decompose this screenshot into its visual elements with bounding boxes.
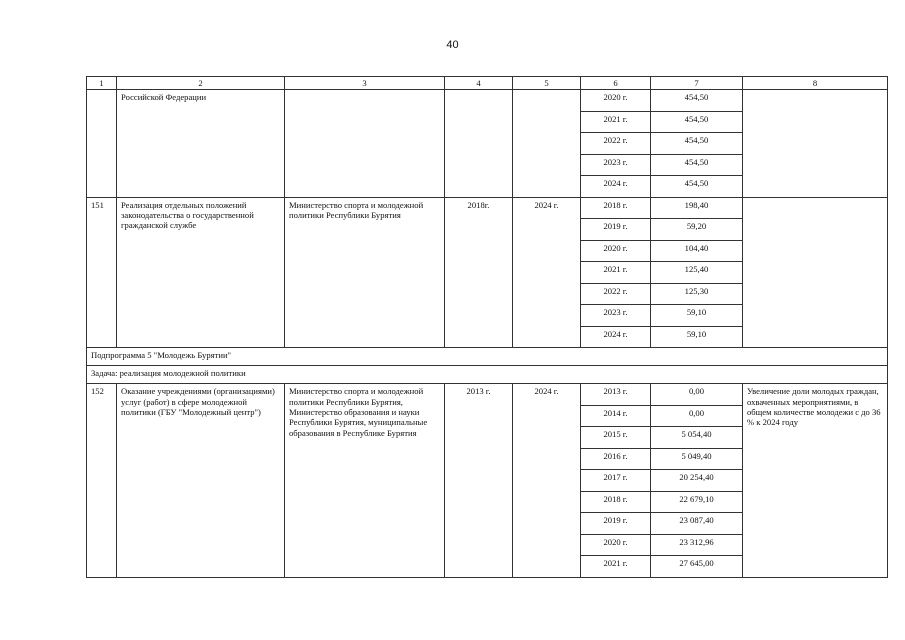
value-cell: 0,00 (651, 384, 743, 406)
year-cell: 2019 г. (581, 219, 651, 241)
end-cell: 2024 г. (513, 197, 581, 348)
measure-name-cell: Российской Федерации (117, 90, 285, 198)
year-cell: 2013 г. (581, 384, 651, 406)
table-row (87, 197, 888, 219)
start-cell: 2018г. (445, 197, 513, 348)
year-cell: 2017 г. (581, 470, 651, 492)
header-cell: 4 (445, 77, 513, 90)
executor-cell: Министерство спорта и молодежной политики Республики Бурятия (285, 197, 445, 348)
year-cell: 2018 г. (581, 197, 651, 219)
value-cell: 0,00 (651, 405, 743, 427)
year-cell: 2022 г. (581, 283, 651, 305)
year-cell: 2019 г. (581, 513, 651, 535)
start-cell: 2013 г. (445, 384, 513, 578)
task-row (87, 366, 888, 384)
value-cell: 5 054,40 (651, 427, 743, 449)
header-row (87, 77, 888, 90)
value-cell: 125,30 (651, 283, 743, 305)
year-cell: 2020 г. (581, 90, 651, 112)
value-cell: 104,40 (651, 240, 743, 262)
end-cell: 2024 г. (513, 384, 581, 578)
header-cell: 7 (651, 77, 743, 90)
start-cell (445, 90, 513, 198)
year-cell: 2014 г. (581, 405, 651, 427)
subprogram-title: Подпрограмма 5 "Молодежь Бурятии" (87, 348, 888, 366)
year-cell: 2020 г. (581, 534, 651, 556)
measure-name-cell: Оказание учреждениями (организациями) услуг (работ) в сфере молодежной политики (ГБУ "Молодежный центр") (117, 384, 285, 578)
value-cell: 454,50 (651, 90, 743, 112)
year-cell: 2023 г. (581, 154, 651, 176)
indicator-cell (743, 90, 888, 198)
header-cell: 1 (87, 77, 117, 90)
year-cell: 2016 г. (581, 448, 651, 470)
value-cell: 20 254,40 (651, 470, 743, 492)
value-cell: 454,50 (651, 111, 743, 133)
value-cell: 454,50 (651, 176, 743, 198)
year-cell: 2024 г. (581, 176, 651, 198)
year-cell: 2021 г. (581, 111, 651, 133)
year-cell: 2021 г. (581, 262, 651, 284)
table-row (87, 90, 888, 112)
program-table (86, 76, 888, 578)
row-number-cell: 152 (87, 384, 117, 578)
page-number: 40 (446, 39, 459, 51)
end-cell (513, 90, 581, 198)
year-cell: 2023 г. (581, 305, 651, 327)
row-number-cell: 151 (87, 197, 117, 348)
header-cell: 3 (285, 77, 445, 90)
measure-name-cell: Реализация отдельных положений законодательства о государственной гражданской службе (117, 197, 285, 348)
year-cell: 2021 г. (581, 556, 651, 578)
header-cell: 6 (581, 77, 651, 90)
value-cell: 454,50 (651, 133, 743, 155)
header-cell: 2 (117, 77, 285, 90)
executor-cell (285, 90, 445, 198)
year-cell: 2022 г. (581, 133, 651, 155)
year-cell: 2018 г. (581, 491, 651, 513)
year-cell: 2024 г. (581, 326, 651, 348)
value-cell: 22 679,10 (651, 491, 743, 513)
indicator-cell: Увеличение доли молодых граждан, охваченных мероприятиями, в общем количестве молодежи с до 36 % к 2024 году (743, 384, 888, 578)
value-cell: 59,10 (651, 305, 743, 327)
value-cell: 198,40 (651, 197, 743, 219)
header-cell: 5 (513, 77, 581, 90)
value-cell: 23 312,96 (651, 534, 743, 556)
row-number-cell (87, 90, 117, 198)
executor-cell: Министерство спорта и молодежной политики Республики Бурятия, Министерство образования и науки Республики Бурятия, муниципальные образования в Республике Бурятия (285, 384, 445, 578)
indicator-cell (743, 197, 888, 348)
value-cell: 59,10 (651, 326, 743, 348)
year-cell: 2020 г. (581, 240, 651, 262)
value-cell: 125,40 (651, 262, 743, 284)
task-title: Задача: реализация молодежной политики (87, 366, 888, 384)
value-cell: 27 645,00 (651, 556, 743, 578)
value-cell: 5 049,40 (651, 448, 743, 470)
header-cell: 8 (743, 77, 888, 90)
table-body (87, 77, 888, 578)
subprogram-row (87, 348, 888, 366)
value-cell: 23 087,40 (651, 513, 743, 535)
value-cell: 454,50 (651, 154, 743, 176)
table-row (87, 384, 888, 406)
value-cell: 59,20 (651, 219, 743, 241)
year-cell: 2015 г. (581, 427, 651, 449)
